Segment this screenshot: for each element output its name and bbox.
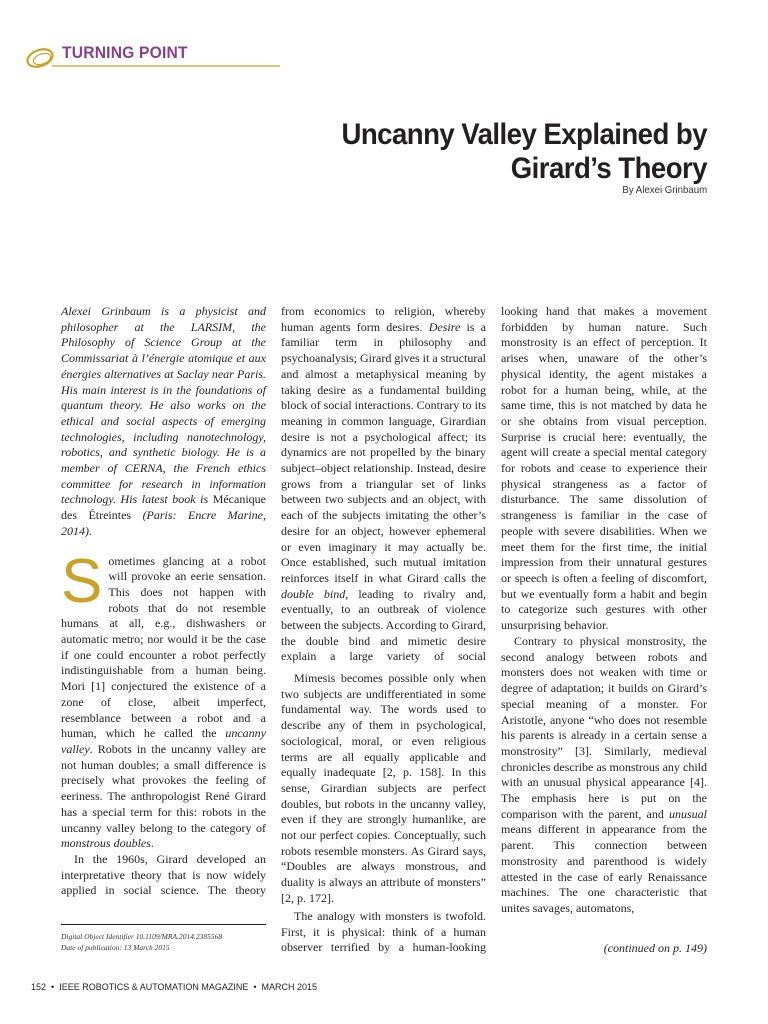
author-bio bbox=[61, 304, 266, 540]
title-line-2: Girard’s Theory bbox=[510, 152, 707, 185]
text-run: . Robots in the uncanny valley are not human doubles; a small difference is precisely what provokes the feeling of eeriness. The anthropologist René Girard has a special term for this: robots in the uncanny valley belong to the category of bbox=[61, 741, 266, 835]
page-footer bbox=[31, 982, 317, 992]
column-2 bbox=[281, 304, 486, 956]
emphasis: Desire bbox=[428, 319, 461, 334]
footnote bbox=[61, 924, 266, 953]
body-paragraph-2b bbox=[281, 304, 486, 666]
page-number: 152 bbox=[31, 982, 47, 992]
emphasis: double bind bbox=[281, 586, 346, 601]
doi-line: Digital Object Identifier 10.1109/MRA.2014.2385568 bbox=[61, 932, 223, 941]
continued-link[interactable]: (continued on p. 149) bbox=[603, 941, 707, 955]
text-run: , leading to rivalry and, eventually, to an outbreak of violence between the subjects. According to Girard, the double bind and mimetic desire explain a large variety of social bbox=[281, 586, 486, 664]
bio-text-end: (Paris: Encre Marine, 2014). bbox=[61, 508, 266, 538]
text-run: Contrary to physical monstrosity, the second analogy between robots and monsters does not weaken with time or degree of adaptation; it builds on Girard’s special meaning of a monster. For Aristotle, anyone “who does not resemble his parents is already in a certain sense a monstrosity” [3]. Similarly, medieval chronicles describe as monstrous any child with an unusual physical appearance [4]. The emphasis here is put on the comparison with the parent, and bbox=[501, 634, 707, 821]
section-header bbox=[22, 40, 282, 74]
article-title bbox=[265, 118, 707, 186]
section-label: TURNING POINT bbox=[62, 43, 188, 62]
bullet-icon: • bbox=[51, 982, 55, 992]
emphasis: uncanny valley bbox=[61, 726, 266, 756]
body-paragraph-4b bbox=[501, 304, 707, 634]
emphasis: monstrous doubles bbox=[61, 836, 151, 851]
text-run: means different in appearance from the parent. This connection between monstrosity and parenthood is widely attested in the case of early Renaissance machines. The one characteristic that unites savages, automatons, bbox=[501, 822, 707, 915]
column-1 bbox=[61, 304, 266, 899]
bio-book-title: Mécanique des Étreintes bbox=[61, 492, 266, 523]
text-run: from economics to religion, whereby human agents form desires. bbox=[281, 304, 486, 334]
body-paragraph-1 bbox=[61, 546, 266, 852]
text-run: Mimesis becomes possible only when two subjects are undifferentiated in some fundamental way. The words used to describe any of them in psychological, sociological, moral, or even religious terms are all equally applicable and equally inadequate [2, p. 158]. In this sense, Girardian subjects are perfect doubles, but robots in the uncanny valley, even if they are strongly humanlike, are not our perfect copies. Conceptually, such robots resemble monsters. As Girard says, “Doubles are always monstrous, and duality is always an attribute of monsters” [2, p. 172]. bbox=[281, 671, 486, 905]
body-paragraph-5 bbox=[501, 634, 707, 917]
text-run: looking hand that makes a movement forbidden by human nature. Such monstrosity is an effect of perception. It arises when, unaware of the other’s physical identity, the agent mistakes a robot for a human being, while, at the same time, this is not matched by data he or she obtains from visual perception. Surprise is crucial here: eventually, the agent will create a special mental category for robots and cease to experience their physical strangeness as a factor of disturbance. The same dissolution of strangeness is familiar in the case of people with severe disabilities. When we meet them for the first time, the initial impression from their unnatural gestures or speech is often a feeling of discomfort, but we eventually form a habit and begin to categorize such gestures with other unsurprising behavior. bbox=[501, 304, 707, 633]
byline: By Alexei Grinbaum bbox=[622, 184, 707, 196]
emphasis: unusual bbox=[668, 806, 707, 821]
publication-date-line: Date of publication: 13 March 2015 bbox=[61, 943, 170, 952]
title-line-1: Uncanny Valley Explained by bbox=[341, 118, 707, 151]
body-paragraph-2a bbox=[61, 852, 266, 899]
bullet-icon: • bbox=[253, 982, 257, 992]
text-run: . bbox=[150, 836, 154, 851]
journal-name: IEEE ROBOTICS & AUTOMATION MAGAZINE bbox=[59, 982, 249, 992]
body-paragraph-4a bbox=[281, 909, 486, 956]
text-run: is a familiar term in philosophy and psychoanalysis; Girard gives it a structural and almost a metaphysical meaning by taking desire as a fundamental building block of social interactions. Contrary to its meaning in common language, Girardian desire is not a psychological affect; its dynamics are not propelled by the binary subject–object relationship. Instead, desire grows from a triangular set of links between two subjects and an object, with each of the subjects imitating the other’s desire for an object, however ephemeral or even imaginary it may actually be. Once established, such mutual imitation reinforces itself in what Girard calls the bbox=[281, 319, 486, 585]
drop-cap: S bbox=[61, 546, 103, 616]
text-run: The analogy with monsters is twofold. First, it is physical: think of a human observer terrified by a human-looking bbox=[281, 909, 486, 955]
issue-date: MARCH 2015 bbox=[261, 982, 318, 992]
column-3 bbox=[501, 304, 707, 917]
text-run: In the 1960s, Girard developed an interpretative theory that is now widely applied in social science. The theory bbox=[61, 851, 266, 898]
bio-text: Alexei Grinbaum is a physicist and philosopher at the LARSIM, the Philosophy of Science Group at the Commissariat à l’énergie atomique et aux énergies alternatives at Saclay near Paris. His main interest is in the foundations of quantum theory. He also works on the ethical and social aspects of emerging technologies, including nanotechnology, robotics, and synthetic biology. He is a member of CERNA, the French ethics committee for research in information technology. His latest book is bbox=[61, 304, 266, 507]
text-run: ometimes glancing at a robot will provoke an eerie sensation. This does not happen with robots that do not resemble humans at all, e.g., dishwashers or automatic metro; nor would it be the case if one could encounter a robot perfectly indistinguishable from a human being. Mori [1] conjectured the existence of a zone of close, albeit imperfect, resemblance between a robot and a human, which he called the bbox=[61, 553, 266, 741]
body-paragraph-3 bbox=[281, 671, 486, 907]
